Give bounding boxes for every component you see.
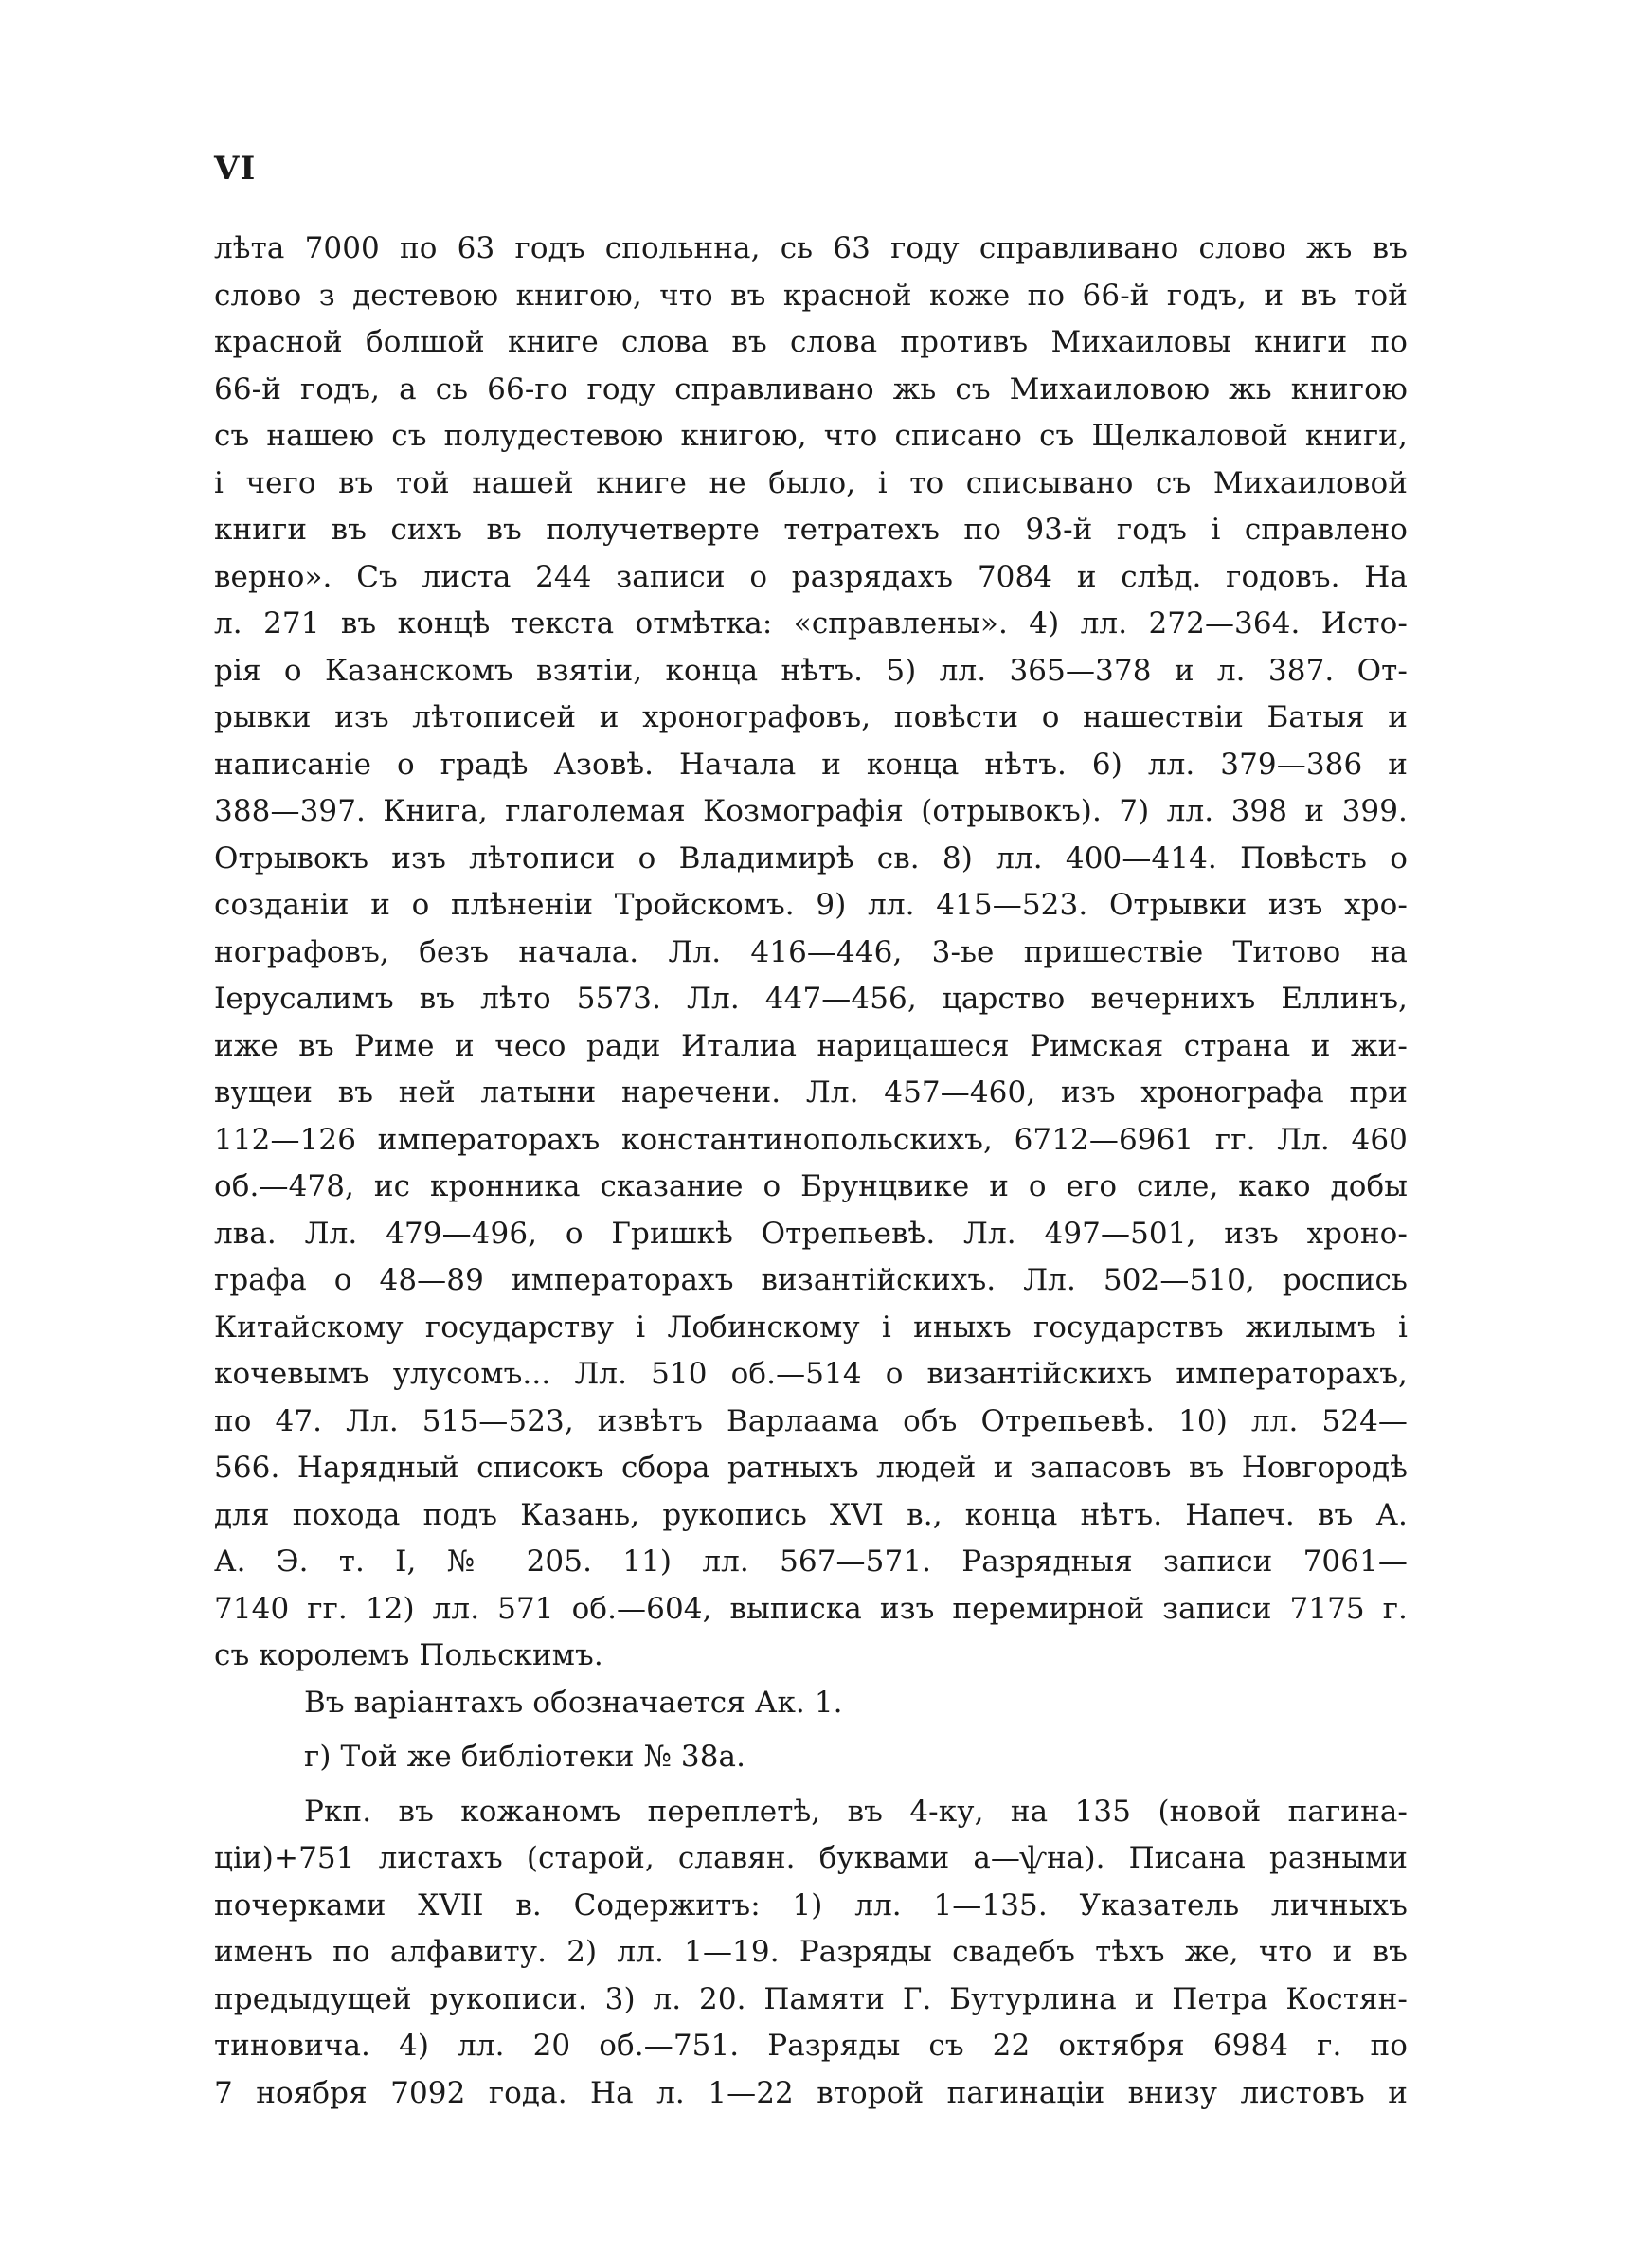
text-line: 566. Нарядный списокъ сбора ратныхъ людей и запасовъ въ Новгородѣ [214, 1451, 1408, 1485]
text-line: именъ по алфавиту. 2) лл. 1—19. Разряды свадебъ тѣхъ же, что и въ [214, 1935, 1408, 1969]
text-line: съ королемъ Польскимъ. [214, 1638, 603, 1672]
text-line: Ркп. въ кожаномъ переплетѣ, въ 4-ку, на 135 (новой пагина- [304, 1794, 1408, 1829]
text-line: созданіи и о плѣненіи Тройскомъ. 9) лл. 415—523. Отрывки изъ хро- [214, 888, 1408, 922]
text-line: книги въ сихъ въ получетверте тетратехъ по 93-й годъ і справлено [214, 513, 1408, 547]
text-line: лва. Лл. 479—496, о Гришкѣ Отрепьевѣ. Лл. 497—501, изъ хроно- [214, 1216, 1408, 1251]
text-line: рывки изъ лѣтописей и хронографовъ, повѣсти о нашествіи Батыя и [214, 700, 1408, 734]
text-line: рія о Казанскомъ взятіи, конца нѣтъ. 5) лл. 365—378 и л. 387. От- [214, 653, 1408, 688]
text-line: иже въ Риме и чесо ради Италиа нарицашеся Римская страна и жи- [214, 1028, 1408, 1063]
text-line: по 47. Лл. 515—523, извѣтъ Варлаама объ Отрепьевѣ. 10) лл. 524— [214, 1403, 1408, 1438]
text-line: графа о 48—89 императорахъ византійскихъ. Лл. 502—510, роспись [214, 1263, 1408, 1297]
text-line: кочевымъ улусомъ... Лл. 510 об.—514 о византійскихъ императорахъ, [214, 1357, 1408, 1391]
paragraph-variant-note [214, 1680, 1408, 1727]
paragraph-manuscript-contents [214, 226, 1408, 1680]
text-line: Китайскому государству і Лобинскому і иныхъ государствъ жилымъ і [214, 1309, 1408, 1345]
text-line: А. Э. т. I, № 205. 11) лл. 567—571. Разрядныя записи 7061— [214, 1544, 1408, 1579]
text-line: Отрывокъ изъ лѣтописи о Владимирѣ св. 8) лл. 400—414. Повѣсть о [214, 840, 1408, 876]
text-line: верно». Съ листа 244 записи о разрядахъ 7084 и слѣд. годовъ. На [214, 559, 1408, 594]
text-line: вущеи въ ней латыни наречени. Лл. 457—460, изъ хронографа при [214, 1075, 1408, 1110]
page-number: VI [214, 150, 257, 188]
text-line: і чего въ той нашей книге не было, і то списывано съ Михаиловой [214, 465, 1408, 500]
text-line: 7140 гг. 12) лл. 571 об.—604, выписка изъ перемирной записи 7175 г. [214, 1591, 1408, 1626]
text-line: почерками XVII в. Содержитъ: 1) лл. 1—135. Указатель личныхъ [214, 1887, 1408, 1923]
paragraph-manuscript-description [214, 1789, 1408, 2118]
text-line: нографовъ, безъ начала. Лл. 416—446, 3-ье пришествіе Титово на [214, 934, 1408, 969]
paragraph-section-heading [214, 1734, 1408, 1781]
text-line: написаніе о градѣ Азовѣ. Начала и конца нѣтъ. 6) лл. 379—386 и [214, 747, 1408, 782]
text-line: 388—397. Книга, глаголемая Козмографія (отрывокъ). 7) лл. 398 и 399. [214, 794, 1408, 828]
text-line: 7 ноября 7092 года. На л. 1—22 второй пагинаціи внизу листовъ и [214, 2075, 1408, 2110]
section-heading: г) Той же библіотеки № 38а. [304, 1740, 746, 1774]
text-line: для похода подъ Казань, рукопись XVI в., конца нѣтъ. Напеч. въ А. [214, 1497, 1408, 1532]
text-line: 66-й годъ, а сь 66-го году справливано жь съ Михаиловою жь книгою [214, 371, 1408, 406]
text-line: съ нашею съ полудестевою книгою, что списано съ Щелкаловой книги, [214, 419, 1408, 453]
text-line: предыдущей рукописи. 3) л. 20. Памяти Г. Бутурлина и Петра Костян- [214, 1981, 1408, 2016]
text-line: 112—126 императорахъ константинопольскихъ, 6712—6961 гг. Лл. 460 [214, 1122, 1408, 1157]
text-line: красной болшой книге слова въ слова противъ Михаиловы книги по [214, 325, 1408, 359]
text-line: Іерусалимъ въ лѣто 5573. Лл. 447—456, царство вечернихъ Еллинъ, [214, 982, 1408, 1016]
text-line: слово з дестевою книгою, что въ красной коже по 66-й годъ, и въ той [214, 278, 1408, 313]
text-line: л. 271 въ концѣ текста отмѣтка: «справлены». 4) лл. 272—364. Исто- [214, 606, 1408, 641]
text-line: Въ варіантахъ обозначается Ак. 1. [304, 1685, 843, 1720]
body-text [214, 226, 1408, 2117]
text-line: тиновича. 4) лл. 20 об.—751. Разряды съ 22 октября 6984 г. по [214, 2029, 1408, 2063]
text-line: ціи)+751 листахъ (старой, славян. буквами а—ѱна). Писана разными [214, 1841, 1408, 1875]
text-line: об.—478, ис кронника сказание о Брунцвике и о его силе, како добы [214, 1169, 1408, 1203]
text-line: лѣта 7000 по 63 годъ спольнна, сь 63 году справливано слово жъ въ [214, 231, 1408, 265]
